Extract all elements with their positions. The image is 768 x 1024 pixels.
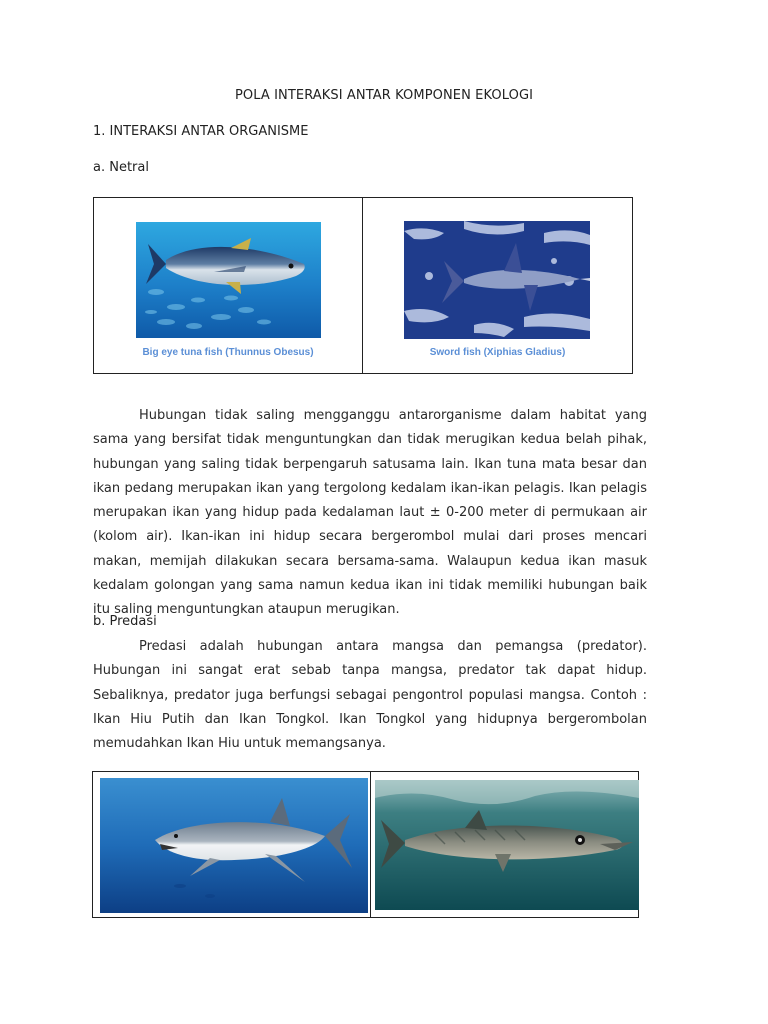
section-heading-interaksi: 1. INTERAKSI ANTAR ORGANISME (93, 124, 309, 139)
figure-table-predasi (92, 771, 639, 918)
swordfish-photo (404, 221, 590, 339)
document-title: POLA INTERAKSI ANTAR KOMPONEN EKOLOGI (234, 88, 534, 103)
tongkol-fish-photo (375, 780, 639, 910)
subsection-heading-netral: a. Netral (93, 160, 149, 175)
figure-cell-swordfish (363, 198, 632, 373)
great-white-shark-photo (100, 778, 368, 913)
paragraph-netral: Hubungan tidak saling mengganggu antarorganisme dalam habitat yang sama yang bersifat tidak menguntungkan dan tidak merugikan kedua belah pihak, hubungan yang saling tidak berpengaruh satusama lain. Ikan tuna mata besar dan ikan pedang merupakan ikan yang tergolong kedalam ikan-ikan pelagis. Ikan pelagis merupakan ikan yang hidup pada kedalaman laut ± 0-200 meter di permukaan air (kolom air). Ikan-ikan ini hidup secara bergerombol mulai dari proses mencari makan, memijah dilakukan secara bersama-sama. Walaupun kedua ikan masuk kedalam golongan yang sama namun kedua ikan ini tidak memiliki hubungan baik itu saling menguntungkan ataupun merugikan. (93, 408, 647, 618)
bigeye-tuna-photo (136, 222, 321, 338)
subsection-heading-predasi: b. Predasi (93, 614, 157, 629)
figure-cell-tuna (94, 198, 363, 373)
figure-cell-shark (93, 772, 371, 917)
tuna-caption: Big eye tuna fish (Thunnus Obesus) (142, 347, 314, 358)
figure-cell-tongkol (371, 772, 638, 917)
paragraph-predasi: Predasi adalah hubungan antara mangsa dan pemangsa (predator). Hubungan ini sangat erat sebab tanpa mangsa, predator tak dapat hidup. Sebaliknya, predator juga berfungsi sebagai pengontrol populasi mangsa. Contoh : Ikan Hiu Putih dan Ikan Tongkol. Ikan Tongkol yang hidupnya bergerombolan memudahkan Ikan Hiu untuk memangsanya. (93, 639, 647, 752)
swordfish-caption: Sword fish (Xiphias Gladius) (429, 347, 566, 358)
figure-table-netral (93, 197, 633, 374)
